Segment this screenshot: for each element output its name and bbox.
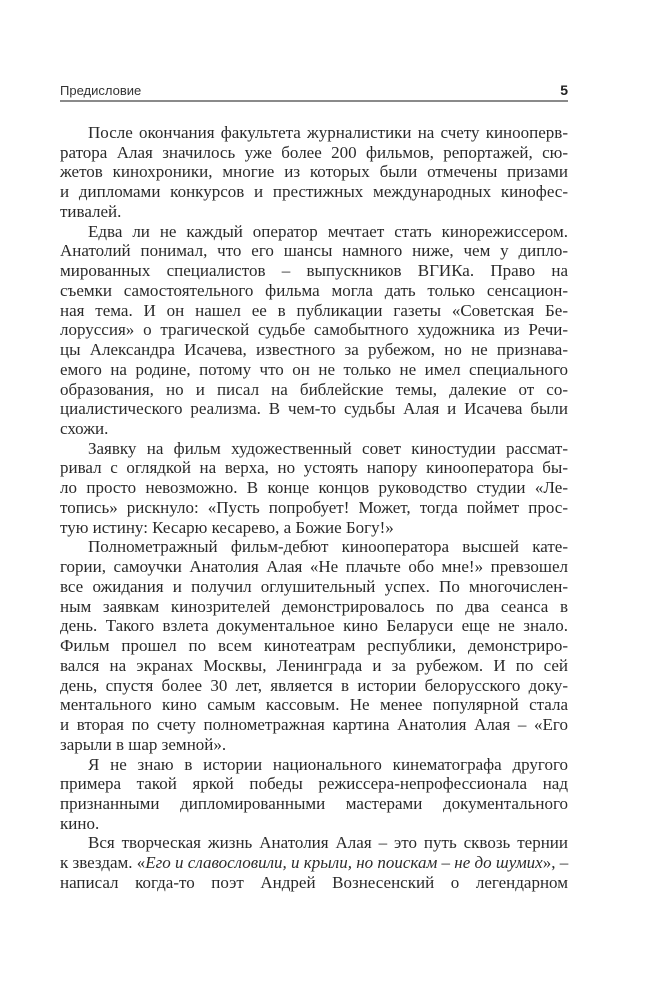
text-line: лоруссия» о трагической судьбе самобытного художника из Речи- [60,320,568,340]
text-line: ривал с оглядкой на верха, но устоять напору кинооператора бы- [60,458,568,478]
body-text [60,123,568,893]
text-line: Фильм прошел по всем кинотеатрам республики, демонстриро- [60,636,568,656]
chapter-title: Предисловие [60,83,142,98]
text-line: жетов кинохроники, многие из которых были отмечены призами [60,162,568,182]
text-segment: », – [542,853,569,873]
text-line: Я не знаю в истории национального кинематографа другого [88,754,568,774]
text-line: и дипломами конкурсов и престижных международных кинофес- [60,182,568,202]
text-line: съемки самостоятельного фильма могла дать только сенсацион- [60,280,568,300]
text-line: тивалей. [60,201,122,221]
text-segment: к звездам. « [60,853,146,873]
text-line: зарыли в шар земной». [60,734,227,754]
text-line: примера такой яркой победы режиссера-непрофессионала над [60,774,568,794]
text-line: кино. [60,813,100,833]
text-line: Едва ли не каждый оператор мечтает стать кинорежиссером. [88,221,568,241]
text-line: Полнометражный фильм-дебют кинооператора высшей кате- [88,537,568,557]
text-line: Вся творческая жизнь Анатолия Алая – это путь сквозь тернии [88,833,568,853]
paragraph [60,755,568,834]
text-line: гории, самоучки Анатолия Алая «Не плачьте обо мне!» превзошел [60,557,568,577]
paragraph [60,123,568,222]
paragraph [60,439,568,538]
text-line: ратора Алая значилось уже более 200 фильмов, репортажей, сю- [60,142,568,162]
paragraph [60,833,568,892]
running-header [60,82,568,102]
text-line: написал когда-то поэт Андрей Вознесенский о легендарном [60,872,568,892]
text-line: циалистического реализма. В чем-то судьбы Алая и Исачева были [60,399,568,419]
text-line: мированных специалистов – выпускников ВГИКа. Право на [60,261,568,281]
text-line: схожи. [60,419,109,439]
text-line: ментального кино самым кассовым. Не менее популярной стала [60,695,568,715]
text-line: ная тема. И он нашел ее в публикации газеты «Советская Бе- [60,300,568,320]
text-line: Анатолий понимал, что его шансы намного ниже, чем у дипло- [60,241,568,261]
text-line: тую истину: Кесарю кесарево, а Божие Богу!» [60,517,394,537]
text-line: признанными дипломированными мастерами документального [60,793,568,813]
text-line: емого на родине, потому что он не только не имел специального [60,359,568,379]
text-line [60,853,568,873]
italic-quote: Его и славословили, и крыли, но поискам – не до шумих [145,853,543,873]
paragraph [60,537,568,754]
text-line: день, спустя более 30 лет, является в истории белорусского доку- [60,675,568,695]
text-line: После окончания факультета журналистики на счету кинооперв- [88,123,568,142]
text-line: цы Александра Исачева, известного за рубежом, но не признава- [60,340,568,360]
text-line: ным заявкам кинозрителей демонстрировалось по два сеанса в [60,596,568,616]
paragraph [60,222,568,439]
text-line: день. Такого взлета документальное кино Беларуси еще не знало. [60,616,568,636]
text-line: образования, но и писал на библейские темы, далекие от со- [60,379,568,399]
text-line: и вторая по счету полнометражная картина Анатолия Алая – «Его [60,715,568,735]
text-line: топись» рискнуло: «Пусть попробует! Может, тогда поймет прос- [60,497,568,517]
page-number: 5 [560,82,568,98]
text-line: вался на экранах Москвы, Ленинграда и за рубежом. И по сей [60,655,568,675]
text-line: ло просто невозможно. В конце концов руководство студии «Ле- [60,478,568,498]
text-line: Заявку на фильм художественный совет киностудии рассмат- [88,438,568,458]
text-line: все ожидания и получил оглушительный успех. По многочислен- [60,576,568,596]
